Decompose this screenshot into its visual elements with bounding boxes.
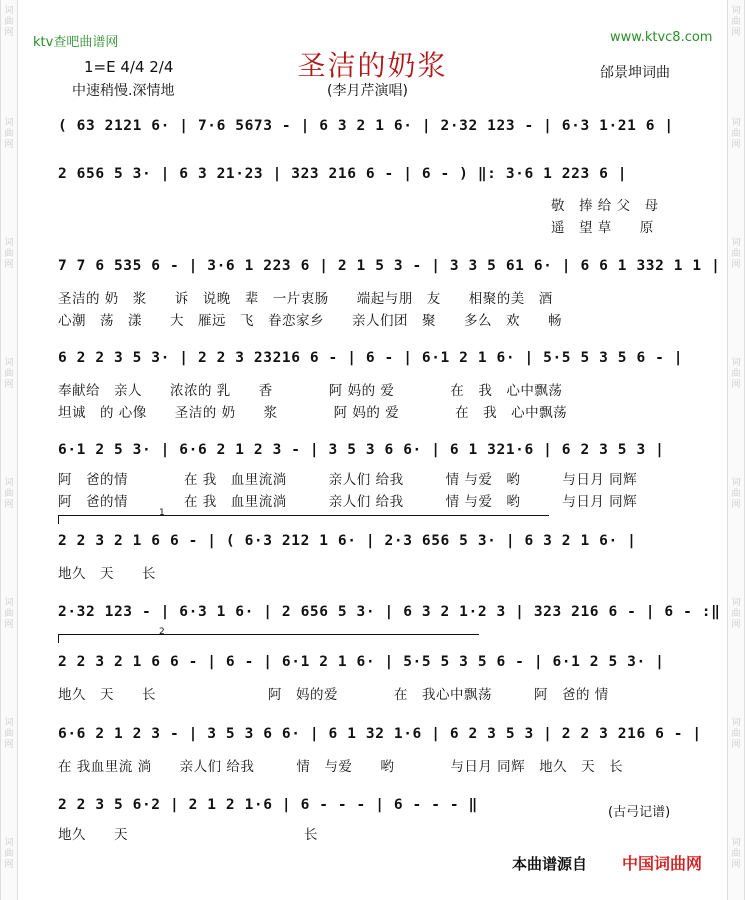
watermark: 词曲网 bbox=[731, 358, 741, 390]
lyric-line: 心潮 荡 漾 大 雁远 飞 眷恋家乡 亲人们团 聚 多么 欢 畅 bbox=[58, 313, 562, 329]
lyric-line: 阿 爸的情 在 我 血里流淌 亲人们 给我 情 与爱 哟 与日月 同辉 bbox=[58, 494, 638, 510]
watermark: 词曲网 bbox=[4, 718, 14, 750]
watermark: 词曲网 bbox=[4, 838, 14, 870]
right-margin-strip bbox=[727, 0, 745, 900]
notation-row-3: 7 7 6 535 6 - | 3·6 1 223 6 | 2 1 5 3 - | 3 3 5 61 6· | 6 6 1 332 1 1 | bbox=[58, 258, 721, 274]
volta-bracket-2 bbox=[58, 627, 479, 643]
transcriber-credit: (古弓记谱) bbox=[608, 805, 671, 820]
singer-credit: (李月芹演唱) bbox=[327, 83, 408, 99]
lyric-line: 敬 捧 给 父 母 bbox=[551, 198, 659, 214]
lyric-line: 圣洁的 奶 浆 诉 说晚 辈 一片衷肠 端起与朋 友 相聚的美 酒 bbox=[58, 291, 553, 307]
watermark: 词曲网 bbox=[731, 478, 741, 510]
volta-number: 1 bbox=[159, 508, 165, 518]
lyric-line: 奉献给 亲人 浓浓的 乳 香 阿 妈的 爱 在 我 心中飘荡 bbox=[58, 383, 563, 399]
notation-row-8: 2 2 3 2 1 6 6 - | 6 - | 6·1 2 1 6· | 5·5 5 3 5 6 - | 6·1 2 5 3· | bbox=[58, 654, 665, 670]
watermark: 词曲网 bbox=[731, 118, 741, 150]
watermark: 词曲网 bbox=[731, 238, 741, 270]
lyric-line: 阿 爸的情 在 我 血里流淌 亲人们 给我 情 与爱 哟 与日月 同辉 bbox=[58, 472, 638, 488]
watermark: 词曲网 bbox=[731, 838, 741, 870]
lyric-line: 地久 天 bbox=[58, 827, 128, 843]
watermark: 词曲网 bbox=[4, 358, 14, 390]
watermark: 词曲网 bbox=[4, 598, 14, 630]
site-link-left[interactable]: ktv查吧曲谱网 bbox=[33, 35, 119, 50]
notation-row-7: 2·32 123 - | 6·3 1 6· | 2 656 5 3· | 6 3 2 1·2 3 | 323 216 6 - | 6 - :‖ bbox=[58, 604, 721, 620]
watermark: 词曲网 bbox=[731, 598, 741, 630]
watermark: 词曲网 bbox=[731, 6, 741, 38]
source-site-link[interactable]: 中国词曲网 bbox=[622, 854, 703, 873]
notation-row-1: ( 63 2121 6· | 7·6 5673 - | 6 3 2 1 6· | 2·32 123 - | 6·3 1·21 6 | bbox=[58, 118, 674, 134]
notation-row-5: 6·1 2 5 3· | 6·6 2 1 2 3 - | 3 5 3 6 6· | 6 1 321·6 | 6 2 3 5 3 | bbox=[58, 442, 665, 458]
author-credit: 邰景坤词曲 bbox=[600, 65, 670, 81]
key-signature: 1=E 4/4 2/4 bbox=[84, 58, 174, 76]
notation-row-9: 6·6 2 1 2 3 - | 3 5 3 6 6· | 6 1 32 1·6 | 6 2 3 5 3 | 2 2 3 216 6 - | bbox=[58, 726, 702, 742]
source-label: 本曲谱源自 bbox=[512, 855, 588, 873]
lyric-line: 地久 天 长 阿 妈的爱 在 我心中飘荡 阿 爸的 情 bbox=[58, 687, 609, 703]
watermark: 词曲网 bbox=[4, 238, 14, 270]
song-title: 圣洁的奶浆 bbox=[297, 49, 448, 82]
notation-row-2: 2 656 5 3· | 6 3 21·23 | 323 216 6 - | 6 - ) ‖: 3·6 1 223 6 | bbox=[58, 166, 628, 182]
watermark: 词曲网 bbox=[4, 6, 14, 38]
lyric-line: 在 我血里流 淌 亲人们 给我 情 与爱 哟 与日月 同辉 地久 天 长 bbox=[58, 759, 624, 775]
lyric-line: 遥 望 草 原 bbox=[551, 220, 654, 236]
notation-row-4: 6 2 2 3 5 3· | 2 2 3 23216 6 - | 6 - | 6·1 2 1 6· | 5·5 5 3 5 6 - | bbox=[58, 350, 684, 366]
notation-row-10: 2 2 3 5 6·2 | 2 1 2 1·6 | 6 - - - | 6 - - - ‖ bbox=[58, 797, 478, 813]
notation-row-6: 2 2 3 2 1 6 6 - | ( 6·3 212 1 6· | 2·3 656 5 3· | 6 3 2 1 6· | bbox=[58, 533, 637, 549]
lyric-line: 长 bbox=[304, 827, 318, 843]
lyric-line: 地久 天 长 bbox=[58, 566, 156, 582]
watermark: 词曲网 bbox=[731, 718, 741, 750]
volta-bracket-1 bbox=[58, 508, 549, 524]
watermark: 词曲网 bbox=[4, 478, 14, 510]
watermark: 词曲网 bbox=[4, 118, 14, 150]
site-link-right[interactable]: www.ktvc8.com bbox=[610, 30, 713, 45]
volta-number: 2 bbox=[159, 627, 165, 637]
lyric-line: 坦诚 的 心像 圣洁的 奶 浆 阿 妈的 爱 在 我 心中飘荡 bbox=[58, 405, 568, 421]
tempo-marking: 中速稍慢.深情地 bbox=[72, 83, 175, 99]
left-margin-strip bbox=[0, 0, 18, 900]
